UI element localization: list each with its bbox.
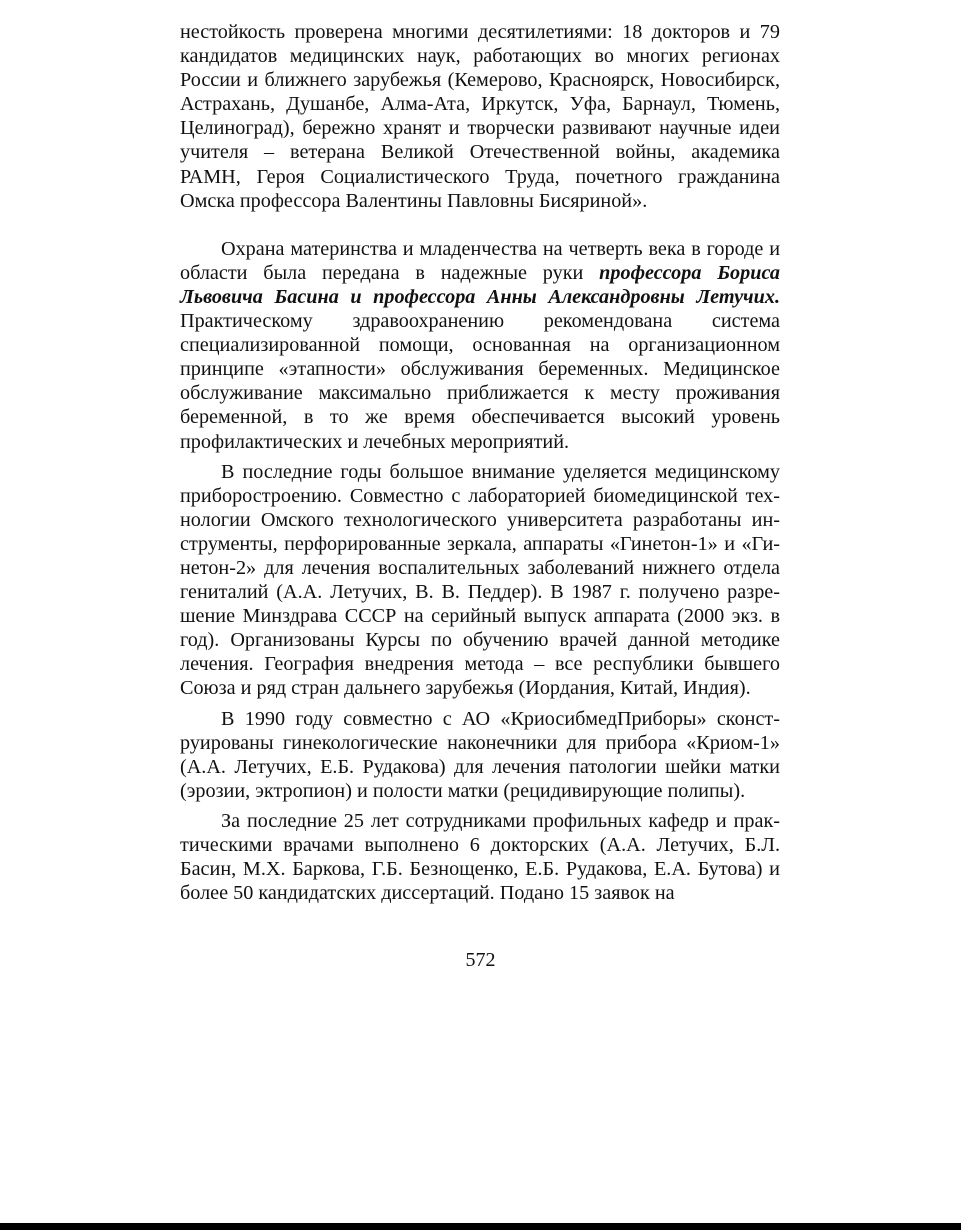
page-number: 572 (465, 949, 496, 971)
bottom-scan-edge (0, 1223, 961, 1230)
paragraph-maternity-care (180, 237, 780, 454)
paragraph-dissertations: За последние 25 лет сотрудниками профильных кафедр и практическими врачами выполнено 6 докторских (А.А. Летучих, Б.Л. Басин, М.Х. Баркова, Г.Б. Безнощенко, Е.Б. Рудакова, Е.А. Бутова) и более 50 кандидатских диссертаций. Подано 15 заявок на (180, 809, 780, 905)
paragraph-instrument-making: В последние годы большое внимание уделяется медицинскому приборостроению. Совместно с лабораторией биомедицинской технологии Омского технологического университета разработаны инструменты, перфорированные зеркала, аппараты «Гинетон-1» и «Гинетон-2» для лечения воспалительных заболеваний нижнего отдела гениталий (А.А. Летучих, В. В. Педдер). В 1987 г. получено разрешение Минздрава СССР на серийный выпуск аппарата (2000 экз. в год). Организованы Курсы по обучению врачей данной методике лечения. География внедрения метода – все республики бывшего Союза и ряд стран дальнего зарубежья (Иордания, Китай, Индия). (180, 460, 780, 700)
paragraph-criom-tips: В 1990 году совместно с АО «КриосибмедПриборы» сконструированы гинекологические наконечники для прибора «Криом-1» (А.А. Летучих, Е.Б. Рудакова) для лечения патологии шейки матки (эрозии, эктропион) и полости матки (рецидивирующие полипы). (180, 707, 780, 802)
body-text (180, 20, 780, 905)
paragraph-maternity-care-lead: Охрана материнства и младенчества на четверть века в городе и области была передана в надежные руки (180, 237, 780, 284)
professors-names-emphasis: профессора Бориса Львовича Басина и профессора Анны Александровны Летучих. (180, 261, 781, 308)
paragraph-bisyarina-continuation: нестойкость проверена многими десятилетиями: 18 докторов и 79 кандидатов медицинских наук, работающих во многих регионах России и ближнего зарубежья (Кемерово, Красноярск, Новосибирск, Астрахань, Душанбе, Алма-Ата, Иркутск, Уфа, Барнаул, Тюмень, Целиноград), бережно хранят и творчески развивают научные идеи учителя – ветерана Великой Отечественной войны, академика РАМН, Героя Социалистического Труда, почетного гражданина Омска профессора Валентины Павловны Бисяриной». (180, 21, 780, 212)
paragraph-maternity-care-rest: Практическому здравоохранению рекомендована система специализированной помощи, основанная на организационном принципе «этапности» обслуживания беременных. Медицинское обслуживание максимально приближается к месту проживания беременной, в то же время обеспечивается высокий уровень профилактических и лечебных мероприятий. (180, 310, 780, 453)
